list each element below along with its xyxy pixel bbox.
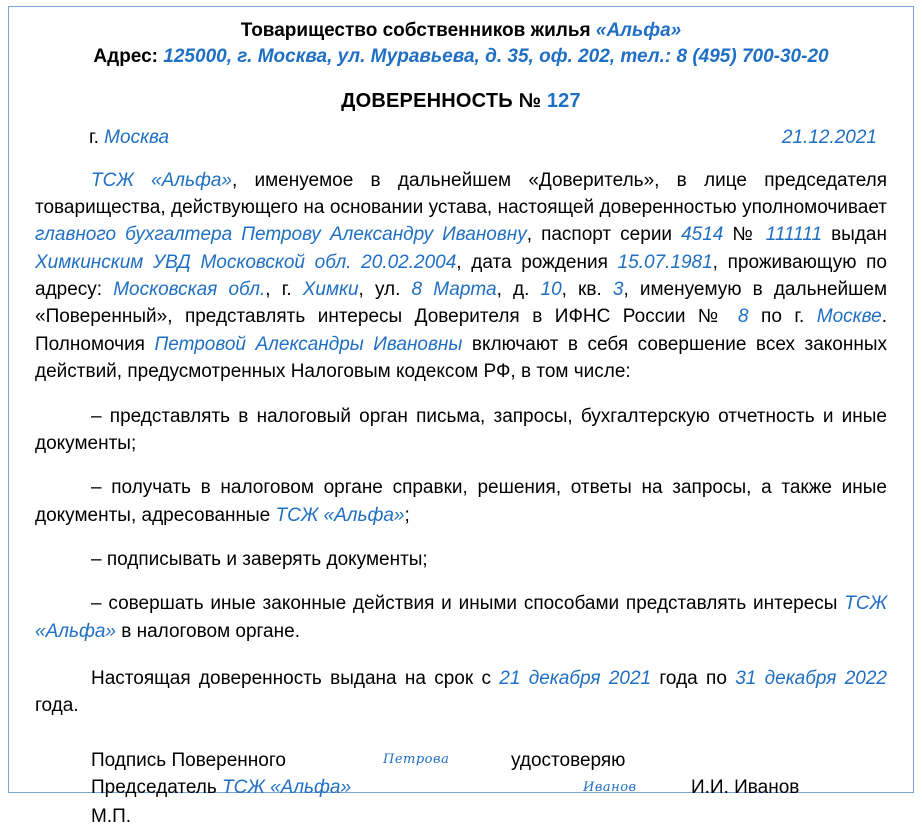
document-title-prefix: ДОВЕРЕННОСТЬ № — [341, 89, 547, 112]
main-text-h: , ул. — [358, 279, 412, 301]
power-item-2-text-a: – получать в налоговом органе справки, решения, ответы на запросы, а также иные документы, адресованные — [35, 477, 887, 526]
passport-series: 4514 — [681, 224, 724, 246]
signature-block — [35, 748, 887, 829]
birth-date: 15.07.1981 — [617, 251, 713, 273]
main-text-i: , д. — [496, 279, 541, 301]
validity-text-b: года по — [651, 668, 736, 690]
validity-date-from: 21 декабря 2021 — [499, 668, 652, 690]
validity-paragraph — [35, 665, 887, 720]
main-text-l: по г. — [748, 306, 817, 328]
address-value: 125000, г. Москва, ул. Муравьева, д. 35, оф. 202, тел.: 8 (495) 700-30-20 — [163, 46, 829, 68]
place-value: Москва — [104, 126, 170, 148]
main-text-d: выдан — [822, 224, 887, 246]
passport-issuer: Химкинским УВД Московской обл. 20.02.2004 — [35, 251, 457, 273]
certify-label: удостоверяю — [511, 749, 626, 771]
attorney-signature-label: Подпись Поверенного — [91, 749, 286, 771]
attorney-person-genitive: Петровой Александры Ивановны — [154, 333, 463, 355]
document-frame — [8, 6, 914, 827]
chairman-label-prefix: Председатель — [91, 776, 223, 798]
address-label: Адрес: — [93, 46, 159, 68]
address-house: 10 — [540, 279, 562, 301]
main-text-m: . Полномочия — [35, 306, 887, 355]
chairman-name: И.И. Иванов — [691, 776, 800, 798]
address-street: 8 Марта — [411, 279, 497, 301]
place-label: г. — [89, 126, 105, 148]
main-text-n: включают в себя совершение всех законных действий, предусмотренных Налоговым кодексом РФ, в том числе: — [35, 333, 887, 383]
document-number: 127 — [546, 89, 581, 112]
address-city: Химки — [302, 279, 359, 301]
power-item-4-org: ТСЖ «Альфа» — [35, 593, 887, 642]
place-date-row — [35, 127, 887, 149]
org-header-name: «Альфа» — [595, 20, 682, 41]
main-text-g: , г. — [265, 279, 303, 301]
principal-org: ТСЖ «Альфа» — [91, 169, 232, 191]
attorney-handwritten-signature: Петрова — [383, 751, 450, 767]
power-item-1: – представлять в налоговый орган письма, запросы, бухгалтерскую отчетность и иные документы; — [35, 405, 887, 454]
document-date: 21.12.2021 — [781, 126, 877, 148]
main-text-j: , кв. — [561, 279, 613, 301]
power-item-4 — [35, 590, 887, 645]
main-text-b: , паспорт серии — [526, 224, 682, 246]
power-item-2 — [35, 474, 887, 529]
main-text-e: , дата рождения — [456, 251, 618, 273]
main-text-k: , именуемую в дальнейшем «Поверенный», представлять интересы Доверителя в ИФНС России № — [35, 279, 888, 328]
org-address-line — [35, 45, 887, 69]
attorney-person: главного бухгалтера Петрову Александру Ивановну — [35, 224, 527, 246]
power-item-4-text-a: – совершать иные законные действия и иными способами представлять интересы — [91, 593, 845, 615]
address-flat: 3 — [612, 279, 624, 301]
chairman-handwritten-signature: Иванов — [583, 779, 637, 795]
passport-number: 111111 — [765, 224, 823, 246]
validity-date-to: 31 декабря 2022 — [735, 668, 887, 690]
validity-text-c: года. — [35, 695, 79, 717]
chairman-org: ТСЖ «Альфа» — [222, 776, 352, 798]
power-item-3: – подписывать и заверять документы; — [91, 548, 428, 570]
main-text-a: , именуемое в дальнейшем «Доверитель», в лице председателя товарищества, действующего на основании устава, настоящей доверенностью уполномочивает — [35, 169, 888, 218]
attorney-signature-row — [91, 748, 887, 775]
main-text-f: , проживающую по адресу: — [35, 251, 887, 301]
power-item-4-text-b: в налоговом органе. — [115, 620, 300, 642]
main-text-c: № — [723, 224, 766, 246]
place-block — [35, 127, 169, 149]
address-region: Московская обл. — [113, 279, 266, 301]
ifns-city: Москве — [816, 306, 882, 328]
document-title — [35, 90, 887, 113]
stamp-label: М.П. — [91, 805, 132, 827]
chairman-label — [91, 775, 351, 800]
validity-text-a: Настоящая доверенность выдана на срок с — [91, 668, 500, 690]
org-header-prefix: Товарищество собственников жилья — [240, 20, 596, 41]
org-header-line — [35, 19, 887, 43]
ifns-number: 8 — [738, 306, 749, 328]
main-paragraph — [35, 167, 887, 386]
power-item-2-text-b: ; — [404, 504, 410, 526]
chairman-signature-row — [91, 775, 887, 802]
power-item-2-org: ТСЖ «Альфа» — [275, 504, 405, 526]
